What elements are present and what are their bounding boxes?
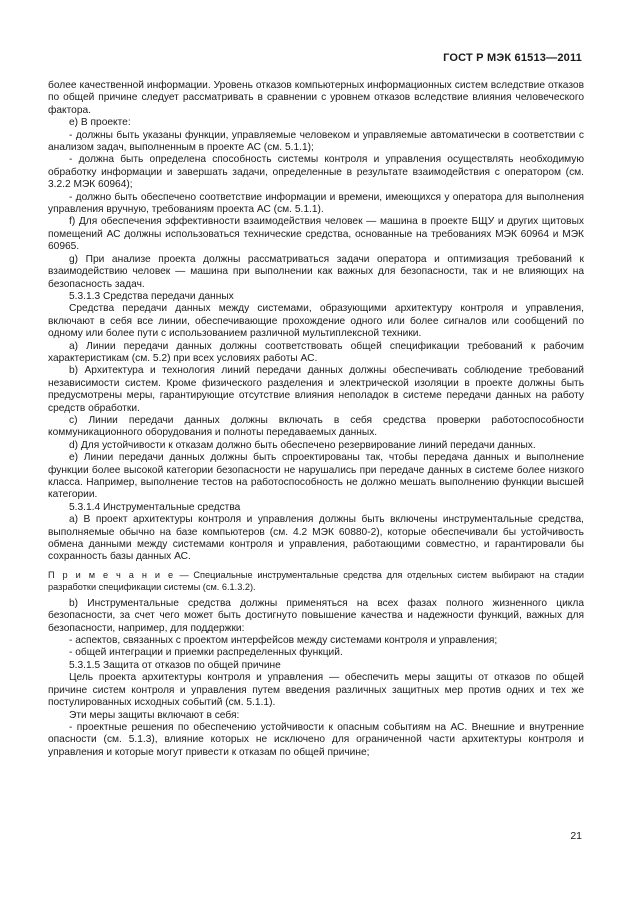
paragraph: Цель проекта архитектуры контроля и управления — обеспечить меры защиты от отказов по общей причине систем контроля и управления путем введения различных защитных мер против одних и тех же постулированных исходных событий (см. 5.1.1).	[48, 672, 584, 709]
paragraph: 5.3.1.4 Инструментальные средства	[69, 501, 241, 513]
paragraph: - аспектов, связанных с проектом интерфейсов между системами контроля и управления;	[69, 635, 498, 647]
paragraph: e) В проекте:	[69, 117, 131, 129]
paragraph: d) Для устойчивости к отказам должно быть обеспечено резервирование линий передачи данных.	[69, 439, 536, 451]
document-body	[48, 80, 584, 759]
body-section-2	[48, 598, 584, 759]
paragraph: 5.3.1.5 Защита от отказов по общей причине	[69, 659, 281, 671]
paragraph: a) Линии передачи данных должны соответствовать общей спецификации требований к рабочим характеристикам (см. 5.2) при всех условиях работы АС.	[48, 340, 584, 364]
paragraph: c) Линии передачи данных должны включать в себя средства проверки работоспособности коммуникационного оборудования и полноты передаваемых данных.	[48, 414, 584, 439]
paragraph: f) Для обеспечения эффективности взаимодействия человек — машина в проекте БЩУ и других щитовых помещений АС должны использоваться технические средства, основанные на требованиях МЭК 60964 и МЭК 60965.	[48, 216, 584, 253]
paragraph: - общей интеграции и приемки распределенных функций.	[69, 647, 343, 659]
note-text: — Специальные инструментальные средства для отдельных систем выбирают на стадии разработки спецификации системы (см. 6.1.3.2).	[48, 569, 584, 592]
note	[48, 569, 584, 593]
paragraph: более качественной информации. Уровень отказов компьютерных информационных систем вследствие отказов по общей причине следует рассматривать в сравнении с уровнем отказов вследствие влияния человеческого фактора.	[48, 80, 584, 116]
paragraph: Эти меры защиты включают в себя:	[69, 709, 240, 721]
paragraph: - проектные решения по обеспечению устойчивости к опасным событиям на АС. Внешние и внутренние опасности (см. 5.1.3), влияние которых не исключено для ограниченной части архитектуры контроля и управления и которые могут привести к отказам по общей причине;	[48, 721, 584, 758]
paragraph: Средства передачи данных между системами, образующими архитектуру контроля и управления, включают в себя все линии, обеспечивающие прохождение одного или более сигналов или сообщений по одному или более пути с использованием различной мультиплексной техники.	[48, 303, 584, 340]
paragraph: b) Инструментальные средства должны применяться на всех фазах полного жизненного цикла безопасности, за счет чего может быть достигнуто повышение качества и надежности функций, важных для безопасности, например, для поддержки:	[48, 597, 584, 634]
paragraph: e) Линии передачи данных должны быть спроектированы так, чтобы передача данных и выполнение функции более высокой категории безопасности не нарушались при передаче данных в системе более низкого класса. Например, выполнение тестов на работоспособность не должно мешать выполнению функции высшей категории.	[48, 452, 584, 501]
paragraph: - должно быть обеспечено соответствие информации и времени, имеющихся у оператора для выполнения управления вручную, требованиям проекта АС (см. 5.1.1).	[48, 191, 584, 216]
paragraph: a) В проект архитектуры контроля и управления должны быть включены инструментальные средства, выполняемые обычно на базе компьютеров (см. 4.2 МЭК 60880-2), которые обеспечивали бы устойчивость обмена данными между системами контроля и управления, работающими совместно, и гарантировали бы сохранность базы данных АС.	[48, 514, 584, 563]
document-header: ГОСТ Р МЭК 61513—2011	[443, 52, 582, 64]
paragraph: 5.3.1.3 Средства передачи данных	[69, 290, 234, 302]
note-label: П р и м е ч а н и е	[48, 569, 175, 580]
paragraph: - должны быть указаны функции, управляемые человеком и управляемые автоматически в соответствии с анализом задач, выполненным в проекте АС (см. 5.1.1);	[48, 129, 584, 154]
body-section-1	[48, 80, 584, 564]
paragraph: b) Архитектура и технология линий передачи данных должны обеспечивать соблюдение требований независимости систем. Кроме физического разделения и электрической изоляции в проекте должны быть предусмотрены меры, гарантирующие отсутствие влияния неполадок в системе передачи данных на работу средств обработки.	[48, 365, 584, 414]
paragraph: g) При анализе проекта должны рассматриваться задачи оператора и оптимизация требований к взаимодействию человек — машина при выполнении как важных для безопасности, так и не влияющих на безопасность задач.	[48, 253, 584, 290]
page-number: 21	[570, 830, 582, 842]
paragraph: - должна быть определена способность системы контроля и управления осуществлять необходимую обработку информации и завершать задачи, определенные в результате взаимодействия с оператором (см. 3.2.2 МЭК 60964);	[48, 154, 584, 191]
